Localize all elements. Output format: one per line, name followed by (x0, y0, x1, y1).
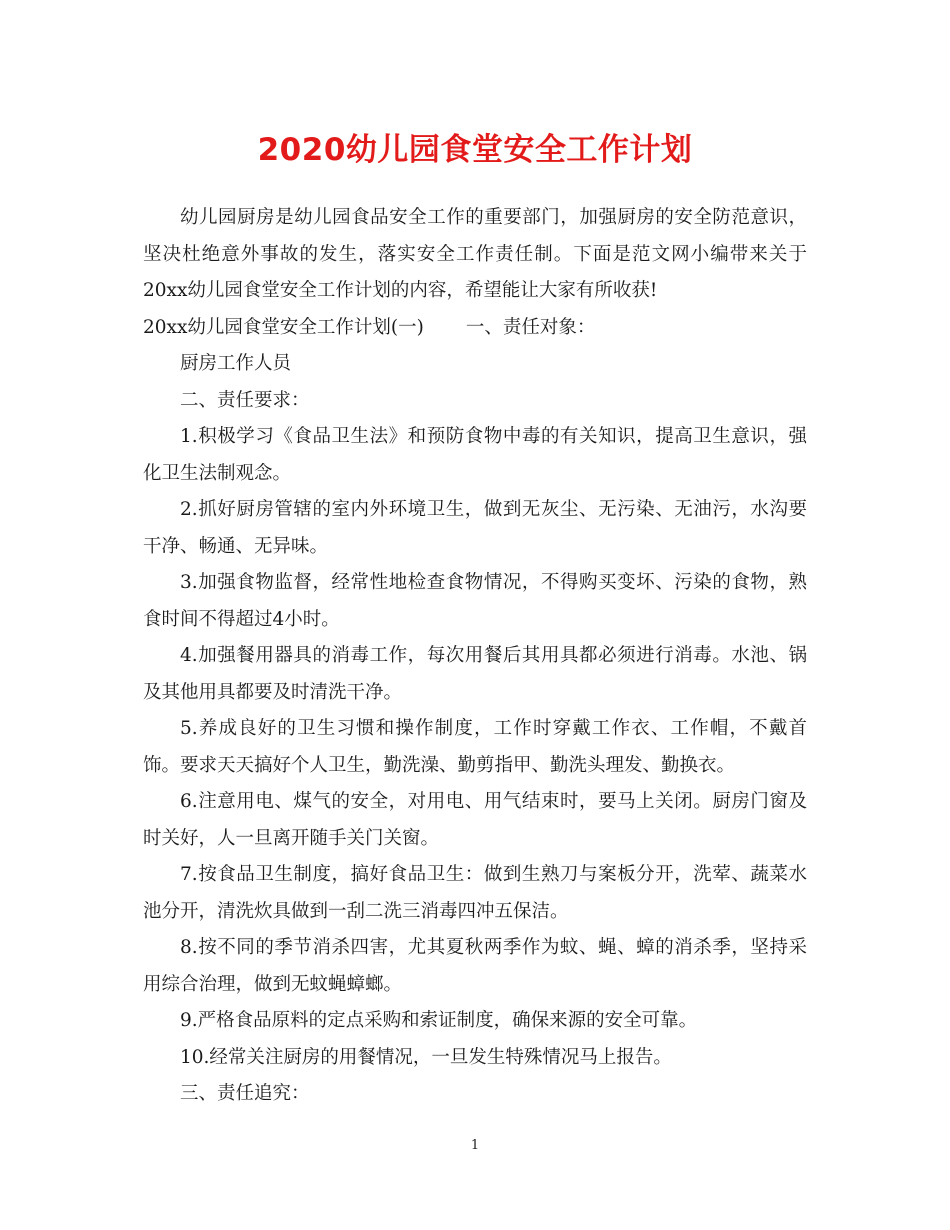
requirement-item-3: 3.加强食物监督，经常性地检查食物情况，不得购买变坏、污染的食物，熟食时间不得超过4小时。 (143, 572, 807, 630)
intro-paragraph: 幼儿园厨房是幼儿园食品安全工作的重要部门，加强厨房的安全防范意识，坚决杜绝意外事故的发生，落实安全工作责任制。下面是范文网小编带来关于20xx幼儿园食堂安全工作计划的内容，希望能让大家有所收获! (143, 207, 807, 301)
requirement-item-4: 4.加强餐用器具的消毒工作，每次用餐后其用具都必须进行消毒。水池、锅及其他用具都要及时清洗干净。 (143, 645, 807, 703)
requirement-item-5: 5.养成良好的卫生习惯和操作制度，工作时穿戴工作衣、工作帽，不戴首饰。要求天天搞好个人卫生，勤洗澡、勤剪指甲、勤洗头理发、勤换衣。 (143, 718, 807, 776)
staff-paragraph: 厨房工作人员 (180, 353, 292, 374)
requirement-item-7: 7.按食品卫生制度，搞好食品卫生：做到生熟刀与案板分开，洗荤、蔬菜水池分开，清洗炊具做到一刮二洗三消毒四冲五保洁。 (143, 864, 807, 922)
section-1-heading: 一、责任对象： (465, 316, 596, 338)
document-title: 2020幼儿园食堂安全工作计划 (257, 132, 693, 168)
requirement-item-2: 2.抓好厨房管辖的室内外环境卫生，做到无灰尘、无污染、无油污，水沟要干净、畅通、无异味。 (143, 499, 807, 557)
requirement-item-1: 1.积极学习《食品卫生法》和预防食物中毒的有关知识，提高卫生意识，强化卫生法制观念。 (143, 426, 807, 484)
requirement-item-8: 8.按不同的季节消杀四害，尤其夏秋两季作为蚊、蝇、蟑的消杀季，坚持采用综合治理，做到无蚊蝇蟑螂。 (143, 937, 807, 995)
plan-heading-line (143, 310, 807, 347)
requirement-item-9: 9.严格食品原料的定点采购和索证制度，确保来源的安全可靠。 (180, 1010, 698, 1031)
requirement-item-10: 10.经常关注厨房的用餐情况，一旦发生特殊情况马上报告。 (180, 1046, 672, 1068)
section-3-heading: 三、责任追究： (180, 1083, 310, 1104)
section-2-heading: 二、责任要求： (180, 389, 310, 411)
plan-heading: 20xx幼儿园食堂安全工作计划(一) (143, 316, 424, 338)
page-number: 1 (470, 1138, 480, 1153)
requirement-item-6: 6.注意用电、煤气的安全，对用电、用气结束时，要马上关闭。厨房门窗及时关好，人一旦离开随手关门关窗。 (143, 791, 807, 849)
document-body (143, 200, 807, 1113)
